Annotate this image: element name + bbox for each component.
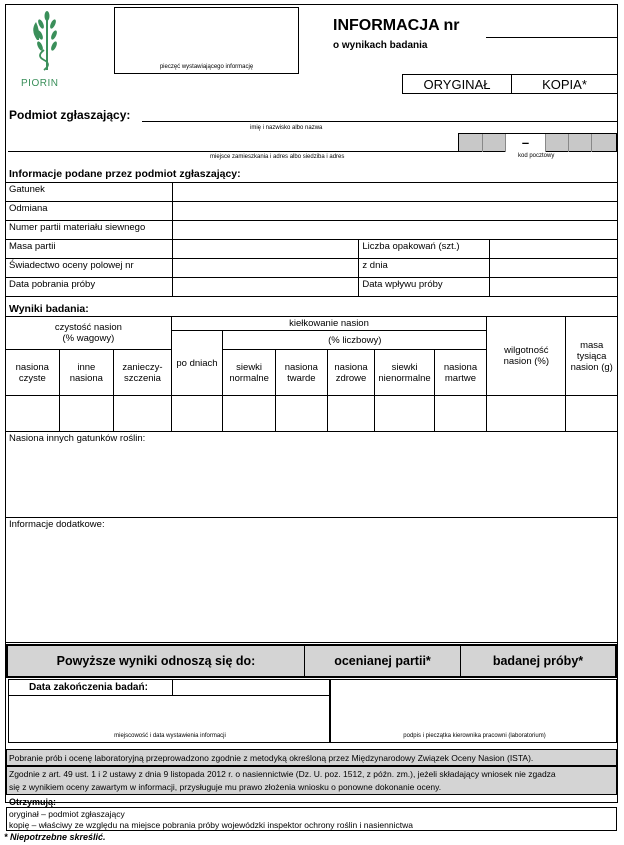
result-cell[interactable] [487,396,566,432]
footnote: * Niepotrzebne skreślić. [4,832,106,842]
copy-option[interactable]: KOPIA* [511,74,618,94]
liczba-opakowan-field[interactable] [490,240,618,259]
concerns-option-sample[interactable]: badanej próby* [492,654,584,668]
submitter-address-field[interactable] [8,140,458,152]
results-heading: Wyniki badania: [9,303,89,315]
after-days-header: po dniach [171,331,222,396]
postal-code-field[interactable] [458,133,617,152]
odmiana-field[interactable] [172,202,617,221]
result-cell[interactable] [171,396,222,432]
postal-caption: kod pocztowy [518,153,555,159]
postal-separator: – [521,135,530,150]
label-swiadectwo: Świadectwo oceny polowej nr [6,259,173,278]
label-gatunek: Gatunek [6,183,173,202]
purity-header: czystość nasion (% wagowy) [6,317,172,350]
completion-box [8,679,330,743]
results-table [5,316,618,643]
numer-partii-field[interactable] [172,221,617,240]
result-cell[interactable] [276,396,328,432]
concerns-label: Powyższe wyniki odnoszą się do: [8,646,305,676]
z-dnia-field[interactable] [490,259,618,278]
concerns-option-batch[interactable]: ocenianej partii* [305,646,461,676]
provided-info-table [5,182,618,297]
submitter-name-field[interactable] [142,110,617,122]
gatunek-field[interactable] [172,183,617,202]
ista-note: Pobranie prób i ocenę laboratoryjną przeprowadzono zgodnie z metodyką określoną przez Międzynarodowy Związek Oceny Nasion (ISTA). [6,749,617,766]
concerns-band [6,644,617,678]
place-caption: miejscowość i data wystawienia informacji [114,733,226,739]
recipients-box [6,807,617,831]
completion-date-field[interactable] [172,680,330,696]
germination-col-0: siewki normalne [223,350,276,396]
purity-col-1: inne nasiona [59,350,114,396]
label-z-dnia: z dnia [359,259,490,278]
germination-col-1: nasiona twarde [276,350,328,396]
germination-header: kiełkowanie nasion [171,317,487,331]
germination-col-2: nasiona zdrowe [327,350,375,396]
stamp-caption: pieczęć wystawiającego informację [159,64,254,70]
result-cell[interactable] [114,396,172,432]
provided-info-heading: Informacje podane przez podmiot zgłaszający: [9,168,241,180]
result-cell[interactable] [59,396,114,432]
original-option[interactable]: ORYGINAŁ [402,74,512,94]
label-masa-partii: Masa partii [6,240,173,259]
legal-note: Zgodnie z art. 49 ust. 1 i 2 ustawy z dnia 9 listopada 2012 r. o nasiennictwie (Dz. U. poz. 1512, z późn. zm.), jeżeli składający wniosek nie zgadza się z wynikiem oceny zawartym w informacji, przysługuje mu prawo złożenia wniosku o ponowne dokonanie oceny. [6,766,617,795]
document-subtitle: o wynikach badania [333,40,428,51]
germination-col-4: nasiona martwe [434,350,487,396]
other-species-field[interactable]: Nasiona innych gatunków roślin: [6,432,618,518]
recipient-copy: kopię – właściwy ze względu na miejsce pobrania próby wojewódzki inspektor ochrony roślin i nasiennictwa [9,820,413,830]
germination-col-3: siewki nienormalne [375,350,434,396]
completion-label: Data zakończenia badań: [29,682,148,693]
result-cell[interactable] [375,396,434,432]
label-odmiana: Odmiana [6,202,173,221]
tkw-header: masa tysiąca nasion (g) [566,317,618,396]
germination-unit: (% liczbowy) [223,331,487,350]
result-cell[interactable] [223,396,276,432]
data-pobrania-field[interactable] [172,278,359,297]
signature-box[interactable] [330,679,617,743]
masa-partii-field[interactable] [172,240,359,259]
signature-caption: podpis i pieczątka kierownika pracowni (laboratorium) [403,733,546,739]
result-cell[interactable] [6,396,60,432]
recipients-label: Otrzymują: [9,797,57,807]
document-title: INFORMACJA nr [333,17,460,34]
recipient-original: oryginał – podmiot zgłaszający [9,809,125,819]
label-numer-partii: Numer partii materiału siewnego [6,221,173,240]
result-cell[interactable] [327,396,375,432]
piorin-plant-logo-icon [22,10,72,80]
purity-col-2: zanieczy-szczenia [114,350,172,396]
logo-text: PIORIN [21,78,59,89]
data-wplywu-field[interactable] [490,278,618,297]
submitter-label: Podmiot zgłaszający: [9,108,131,122]
result-cell[interactable] [566,396,618,432]
result-cell[interactable] [434,396,487,432]
moisture-header: wilgotność nasion (%) [487,317,566,396]
name-caption: imię i nazwisko albo nazwa [250,125,323,131]
label-data-pobrania: Data pobrania próby [6,278,173,297]
additional-info-field[interactable]: Informacje dodatkowe: [6,518,618,643]
swiadectwo-field[interactable] [172,259,359,278]
document-number-field[interactable] [486,24,617,38]
address-caption: miejsce zamieszkania i adres albo siedziba i adres [210,154,345,160]
label-liczba-opakowan: Liczba opakowań (szt.) [359,240,490,259]
label-data-wplywu: Data wpływu próby [359,278,490,297]
purity-col-0: nasiona czyste [6,350,60,396]
